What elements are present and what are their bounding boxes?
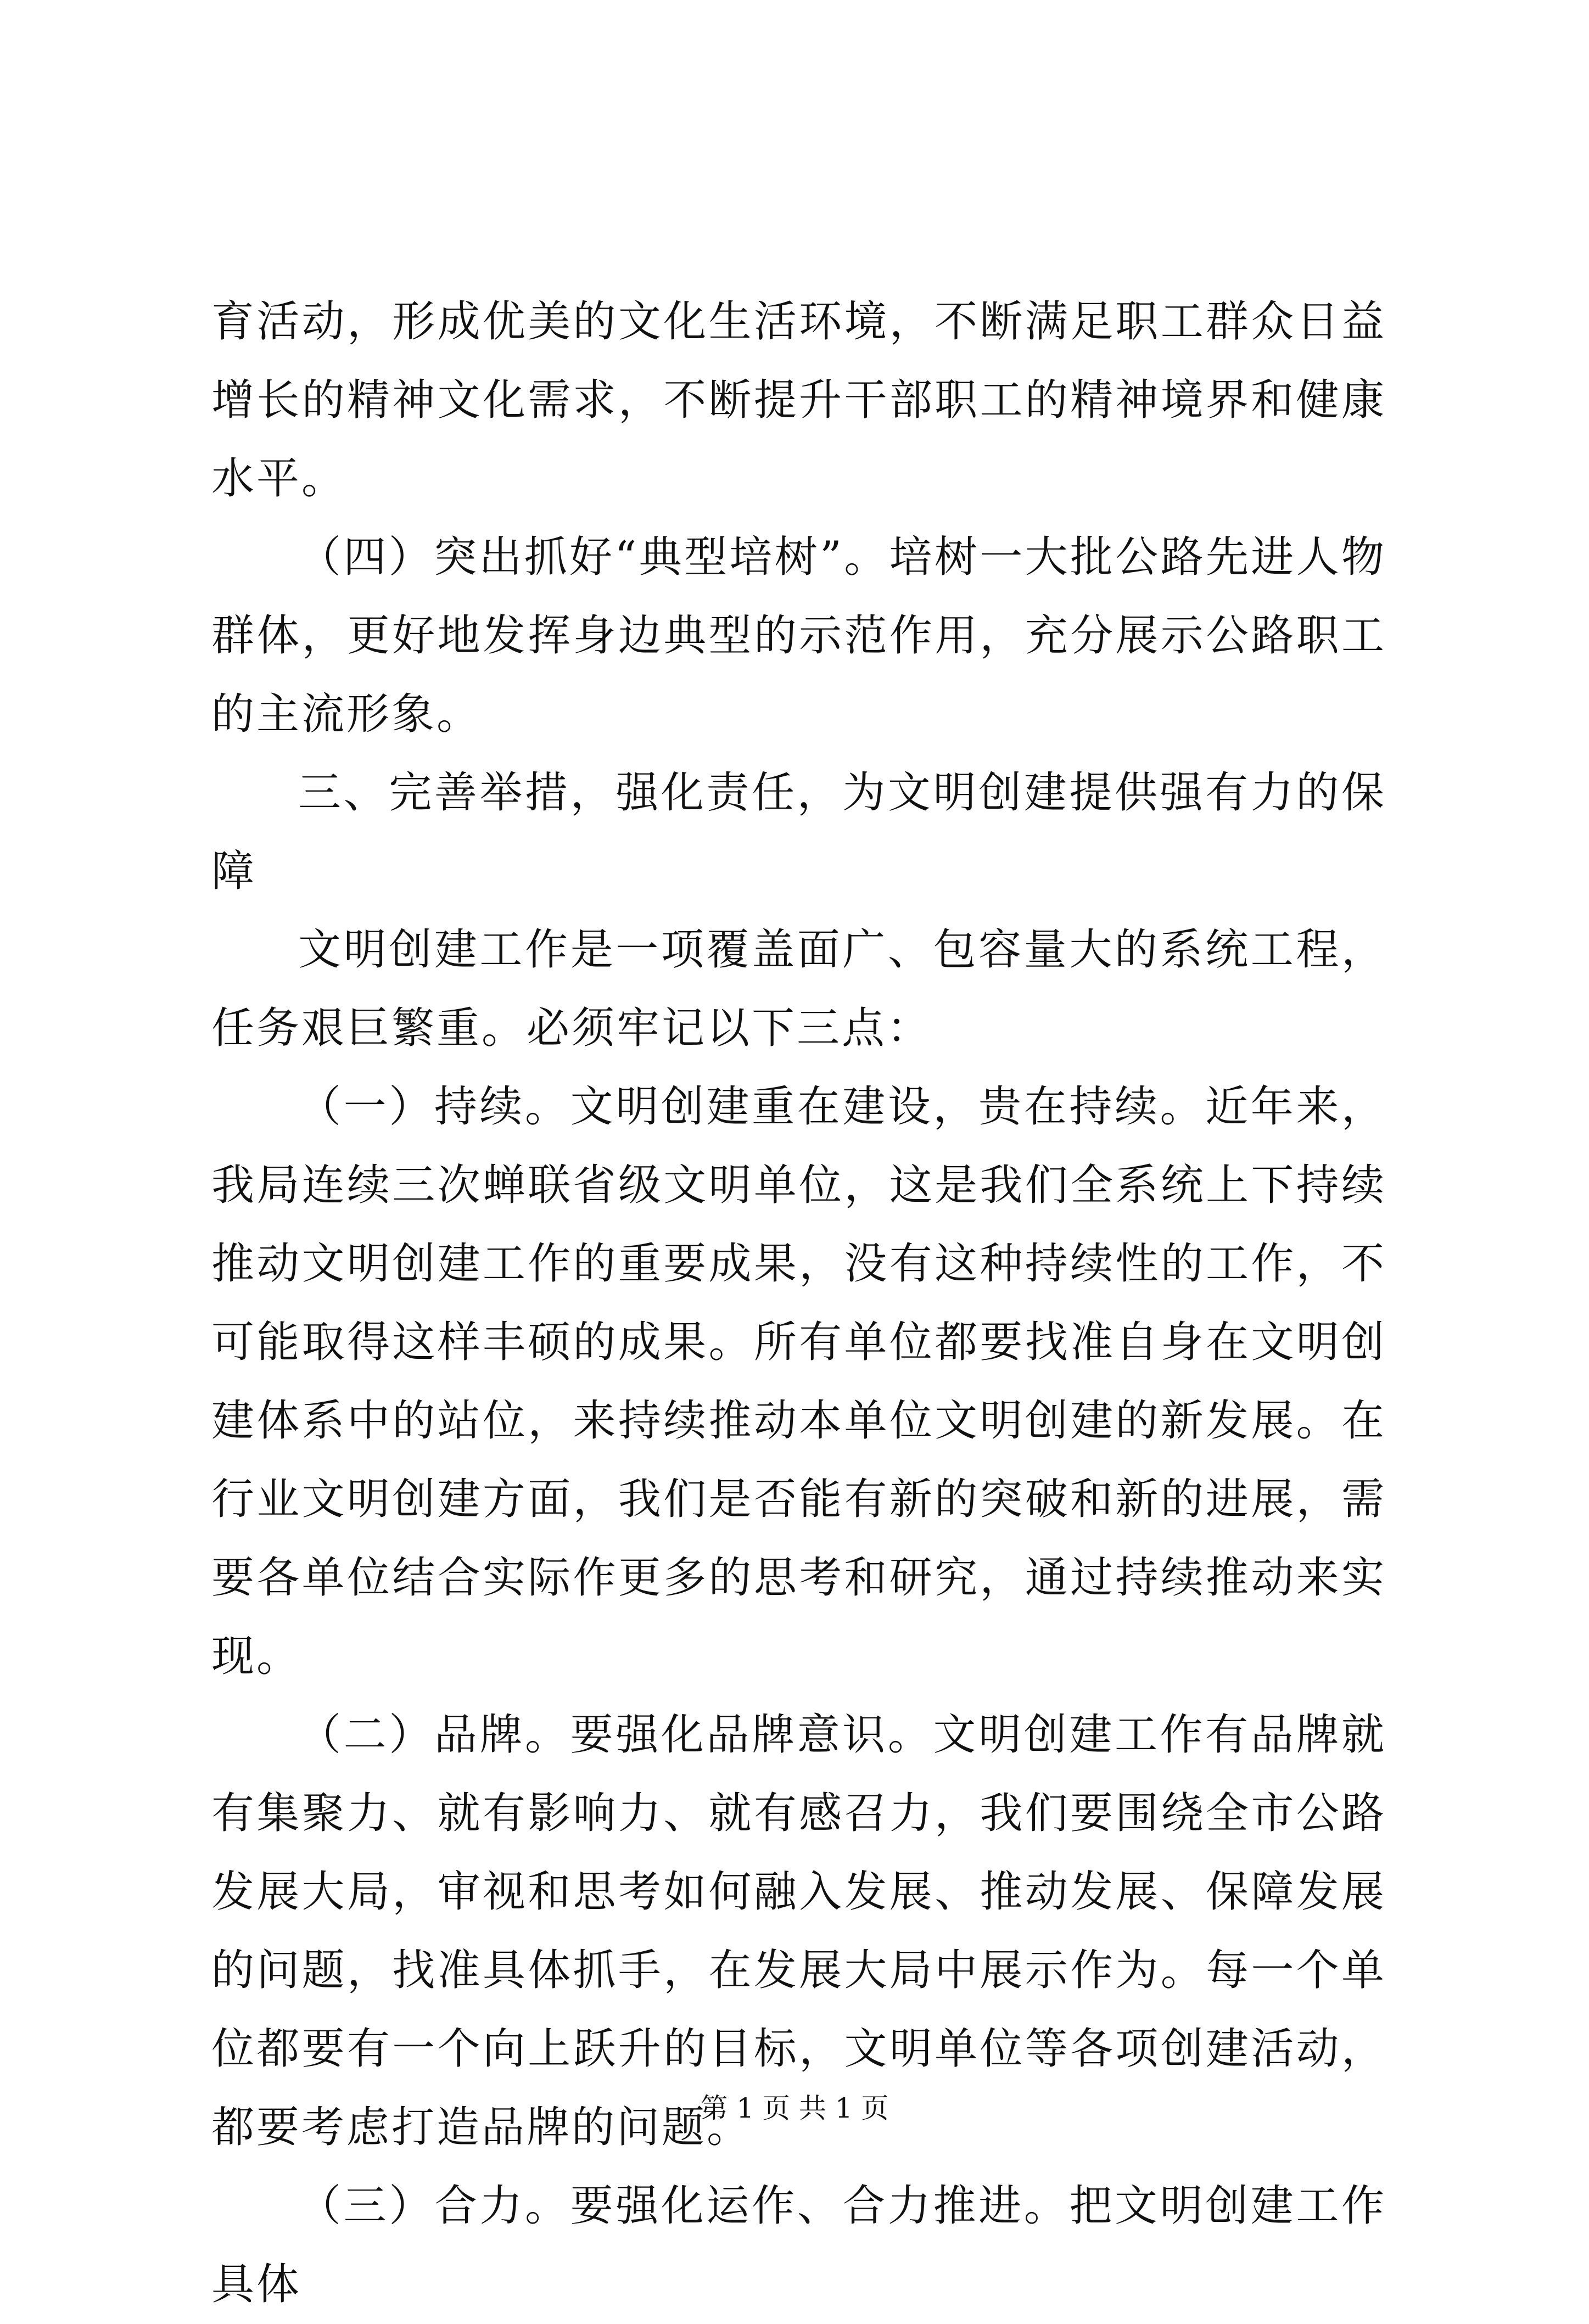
paragraph-item-three: （三）合力。要强化运作、合力推进。把文明创建工作具体	[211, 2181, 1386, 2309]
paragraph-item-two: （二）品牌。要强化品牌意识。文明创建工作有品牌就有集聚力、就有影响力、就有感召力，我们要围绕全市公路发展大局，审视和思考如何融入发展、推动发展、保障发展的问题，找准具体抓手，在发展大局中展示作为。每一个单位都要有一个向上跃升的目标，文明单位等各项创建活动，都要考虑打造品牌的问题。	[211, 1710, 1386, 2152]
page-number-footer: 第 1 页 共 1 页	[700, 2092, 889, 2124]
paragraph-item-one: （一）持续。文明创建重在建设，贵在持续。近年来，我局连续三次蝉联省级文明单位，这是我们全系统上下持续推动文明创建工作的重要成果，没有这种持续性的工作，不可能取得这样丰硕的成果。所有单位都要找准自身在文明创建体系中的站位，来持续推动本单位文明创建的新发展。在行业文明创建方面，我们是否能有新的突破和新的进展，需要各单位结合实际作更多的思考和研究，通过持续推动来实现。	[211, 1082, 1386, 1681]
paragraph-item-four: （四）突出抓好“典型培树”。培树一大批公路先进人物群体，更好地发挥身边典型的示范作用，充分展示公路职工的主流形象。	[211, 533, 1386, 739]
section-heading-three: 三、完善举措，强化责任，为文明创建提供强有力的保障	[211, 768, 1386, 896]
paragraph-intro: 文明创建工作是一项覆盖面广、包容量大的系统工程，任务艰巨繁重。必须牢记以下三点：	[211, 925, 1386, 1053]
paragraph-continuation: 育活动，形成优美的文化生活环境，不断满足职工群众日益增长的精神文化需求，不断提升干部职工的精神境界和健康水平。	[211, 297, 1386, 503]
document-body	[211, 283, 1386, 2324]
